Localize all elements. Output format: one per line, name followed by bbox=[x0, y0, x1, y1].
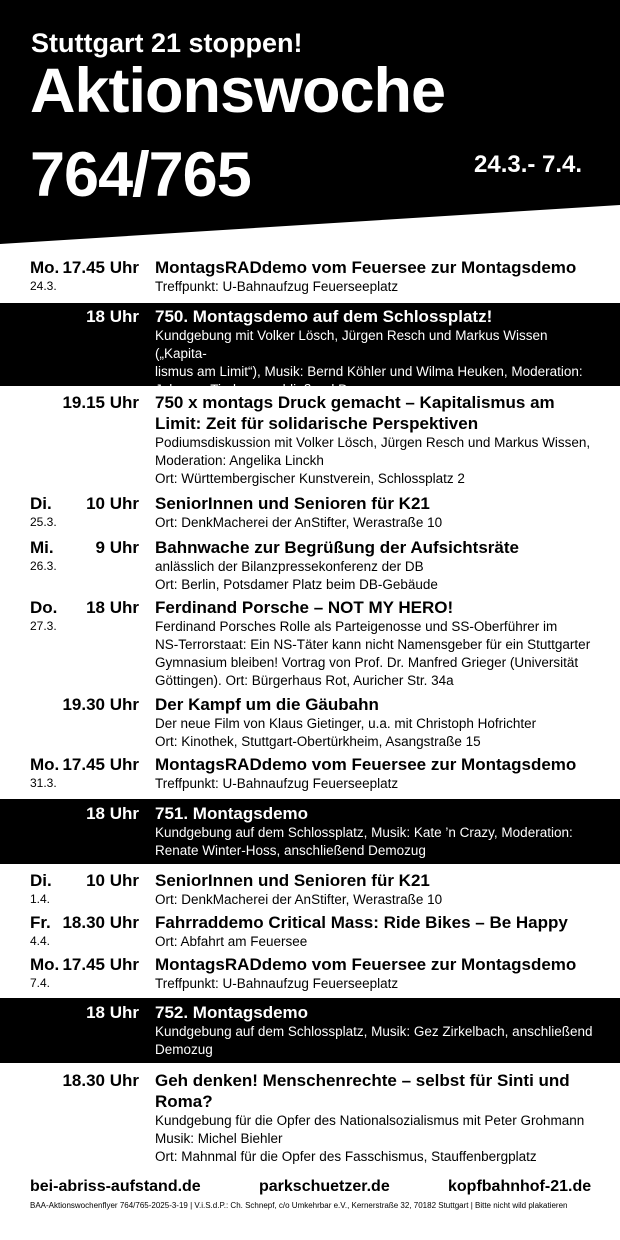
event-line: Renate Winter-Hoss, anschließend Demozug bbox=[155, 843, 426, 858]
header-title: Aktionswoche bbox=[30, 56, 446, 126]
event-day: Di. bbox=[30, 494, 52, 513]
event-day: Do. bbox=[30, 598, 58, 617]
event-line: Treffpunkt: U-Bahnaufzug Feuerseeplatz bbox=[155, 776, 399, 791]
event-body bbox=[155, 597, 595, 690]
event-line: Ort: Kinothek, Stuttgart-Obertürkheim, Asangstraße 15 bbox=[155, 734, 481, 749]
event-title: 752. Montagsdemo bbox=[155, 1003, 309, 1022]
event-time: 17.45 Uhr bbox=[62, 755, 139, 774]
event-line: Ort: DenkMacherei der AnStifter, Werastraße 10 bbox=[155, 892, 443, 907]
event-item bbox=[0, 492, 620, 532]
event-date: 24.3. bbox=[30, 279, 57, 293]
event-title: 750 x montags Druck gemacht – Kapitalismus am bbox=[155, 393, 555, 412]
event-line: Ort: Württembergischer Kunstverein, Schlossplatz 2 bbox=[155, 471, 465, 486]
event-time: 18 Uhr bbox=[86, 804, 139, 823]
footer-fineprint: BAA-Aktionswochenflyer 764/765-2025-3-19 | V.i.S.d.P.: Ch. Schnepf, c/o Umkehrbar e.V., Kernerstraße 32, 70182 Stuttgart | Bitte nicht wild plakatieren bbox=[30, 1201, 568, 1210]
event-line: Ort: Abfahrt am Feuersee bbox=[155, 934, 308, 949]
event-body bbox=[155, 493, 595, 532]
event-line: Der neue Film von Klaus Gietinger, u.a. mit Christoph Hofrichter bbox=[155, 716, 537, 731]
event-item-highlight bbox=[0, 998, 620, 1063]
footer-link-parkschuetzer[interactable]: parkschuetzer.de bbox=[259, 1178, 390, 1195]
event-time: 17.45 Uhr bbox=[62, 258, 139, 277]
event-item bbox=[0, 753, 620, 793]
event-line: Moderation: Angelika Linckh bbox=[155, 453, 324, 468]
event-title-continued: Roma? bbox=[155, 1092, 213, 1111]
event-line: Treffpunkt: U-Bahnaufzug Feuerseeplatz bbox=[155, 279, 399, 294]
event-item bbox=[0, 1069, 620, 1169]
event-title: Der Kampf um die Gäubahn bbox=[155, 695, 379, 714]
event-line: Kundgebung auf dem Schlossplatz, Musik: Gez Zirkelbach, anschließend bbox=[155, 1024, 593, 1039]
event-body bbox=[155, 870, 595, 909]
event-date: 27.3. bbox=[30, 619, 57, 633]
event-title: Fahrraddemo Critical Mass: Ride Bikes – Be Happy bbox=[155, 913, 568, 932]
event-body bbox=[155, 257, 595, 296]
event-line: lismus am Limit“), Musik: Bernd Köhler und Wilma Heuken, Moderation: bbox=[155, 364, 583, 379]
event-line: Musik: Michel Biehler bbox=[155, 1131, 283, 1146]
event-line: Kundgebung auf dem Schlossplatz, Musik: Kate ’n Crazy, Moderation: bbox=[155, 825, 573, 840]
header-subtitle: Stuttgart 21 stoppen! bbox=[31, 28, 303, 58]
event-day: Mo. bbox=[30, 955, 60, 974]
event-body bbox=[155, 694, 595, 751]
event-item bbox=[0, 256, 620, 298]
event-item-highlight bbox=[0, 303, 620, 397]
event-item bbox=[0, 911, 620, 951]
event-body bbox=[155, 754, 595, 793]
event-line: NS-Terrorstaat: Ein NS-Täter kann nicht Namensgeber für ein Stuttgarter bbox=[155, 637, 591, 652]
footer-link-kopfbahnhof-21[interactable]: kopfbahnhof-21.de bbox=[448, 1178, 592, 1195]
event-day: Mo. bbox=[30, 755, 60, 774]
event-item bbox=[0, 869, 620, 909]
event-item bbox=[0, 693, 620, 751]
event-time: 19.30 Uhr bbox=[62, 695, 139, 714]
event-title: Bahnwache zur Begrüßung der Aufsichtsräte bbox=[155, 538, 519, 557]
event-time: 18 Uhr bbox=[86, 598, 139, 617]
event-body bbox=[155, 1070, 595, 1166]
event-day: Fr. bbox=[30, 913, 51, 932]
event-time: 10 Uhr bbox=[86, 871, 139, 890]
event-line: Podiumsdiskussion mit Volker Lösch, Jürgen Resch und Markus Wissen, bbox=[155, 435, 591, 450]
event-line: Kundgebung für die Opfer des Nationalsozialismus mit Peter Grohmann bbox=[155, 1113, 585, 1128]
event-day: Di. bbox=[30, 871, 52, 890]
event-line: Ort: DenkMacherei der AnStifter, Werastraße 10 bbox=[155, 515, 443, 530]
event-body bbox=[155, 537, 595, 594]
header bbox=[0, 0, 620, 246]
event-body bbox=[155, 803, 595, 860]
event-body bbox=[155, 912, 595, 951]
event-time: 18 Uhr bbox=[86, 1003, 139, 1022]
event-line: Treffpunkt: U-Bahnaufzug Feuerseeplatz bbox=[155, 976, 399, 991]
event-item-highlight bbox=[0, 799, 620, 864]
event-day: Mi. bbox=[30, 538, 54, 557]
event-date: 7.4. bbox=[30, 976, 51, 990]
event-line: Demozug bbox=[155, 1042, 213, 1057]
event-time: 10 Uhr bbox=[86, 494, 139, 513]
event-time: 18.30 Uhr bbox=[62, 1071, 139, 1090]
event-line: Ort: Mahnmal für die Opfer des Fasschismus, Stauffenbergplatz bbox=[155, 1149, 537, 1164]
event-date: 1.4. bbox=[30, 892, 51, 906]
event-item bbox=[0, 953, 620, 993]
event-title: MontagsRADdemo vom Feuersee zur Montagsdemo bbox=[155, 258, 577, 277]
event-body bbox=[155, 1002, 595, 1059]
event-line: anlässlich der Bilanzpressekonferenz der DB bbox=[155, 559, 424, 574]
event-body bbox=[155, 392, 595, 488]
event-line: Göttingen). Ort: Bürgerhaus Rot, Auricher Str. 34a bbox=[155, 673, 454, 688]
event-title: 751. Montagsdemo bbox=[155, 804, 309, 823]
event-title: Geh denken! Menschenrechte – selbst für Sinti und bbox=[155, 1071, 570, 1090]
event-date: 31.3. bbox=[30, 776, 57, 790]
event-title: SeniorInnen und Senioren für K21 bbox=[155, 494, 430, 513]
event-time: 18 Uhr bbox=[86, 307, 139, 326]
event-time: 9 Uhr bbox=[95, 538, 139, 557]
header-dates: 24.3.- 7.4. bbox=[474, 151, 583, 178]
event-title: MontagsRADdemo vom Feuersee zur Montagsdemo bbox=[155, 955, 577, 974]
event-line: Johanna Tiarks, anschließend Demozug bbox=[155, 382, 396, 397]
event-title-continued: Limit: Zeit für solidarische Perspektiven bbox=[155, 414, 479, 433]
event-item bbox=[0, 391, 620, 491]
footer-link-bei-abriss-aufstand[interactable]: bei-abriss-aufstand.de bbox=[30, 1178, 201, 1195]
event-time: 19.15 Uhr bbox=[62, 393, 139, 412]
event-date: 25.3. bbox=[30, 515, 57, 529]
event-line: Ferdinand Porsches Rolle als Parteigenosse und SS-Oberführer im bbox=[155, 619, 558, 634]
event-line: Gymnasium bleiben! Vortrag von Prof. Dr. Manfred Grieger (Universität bbox=[155, 655, 579, 670]
event-title: SeniorInnen und Senioren für K21 bbox=[155, 871, 430, 890]
event-date: 26.3. bbox=[30, 559, 57, 573]
event-item bbox=[0, 596, 620, 690]
event-line: Ort: Berlin, Potsdamer Platz beim DB-Gebäude bbox=[155, 577, 438, 592]
event-title: Ferdinand Porsche – NOT MY HERO! bbox=[155, 598, 454, 617]
event-title: MontagsRADdemo vom Feuersee zur Montagsdemo bbox=[155, 755, 577, 774]
event-item bbox=[0, 536, 620, 594]
event-line: Kundgebung mit Volker Lösch, Jürgen Resch und Markus Wissen („Kapita- bbox=[155, 328, 548, 361]
header-number: 764/765 bbox=[30, 140, 251, 210]
event-day: Mo. bbox=[30, 258, 60, 277]
event-time: 17.45 Uhr bbox=[62, 955, 139, 974]
event-body bbox=[155, 306, 595, 399]
event-time: 18.30 Uhr bbox=[62, 913, 139, 932]
event-body bbox=[155, 954, 595, 993]
event-date: 4.4. bbox=[30, 934, 51, 948]
event-title: 750. Montagsdemo auf dem Schlossplatz! bbox=[155, 307, 493, 326]
